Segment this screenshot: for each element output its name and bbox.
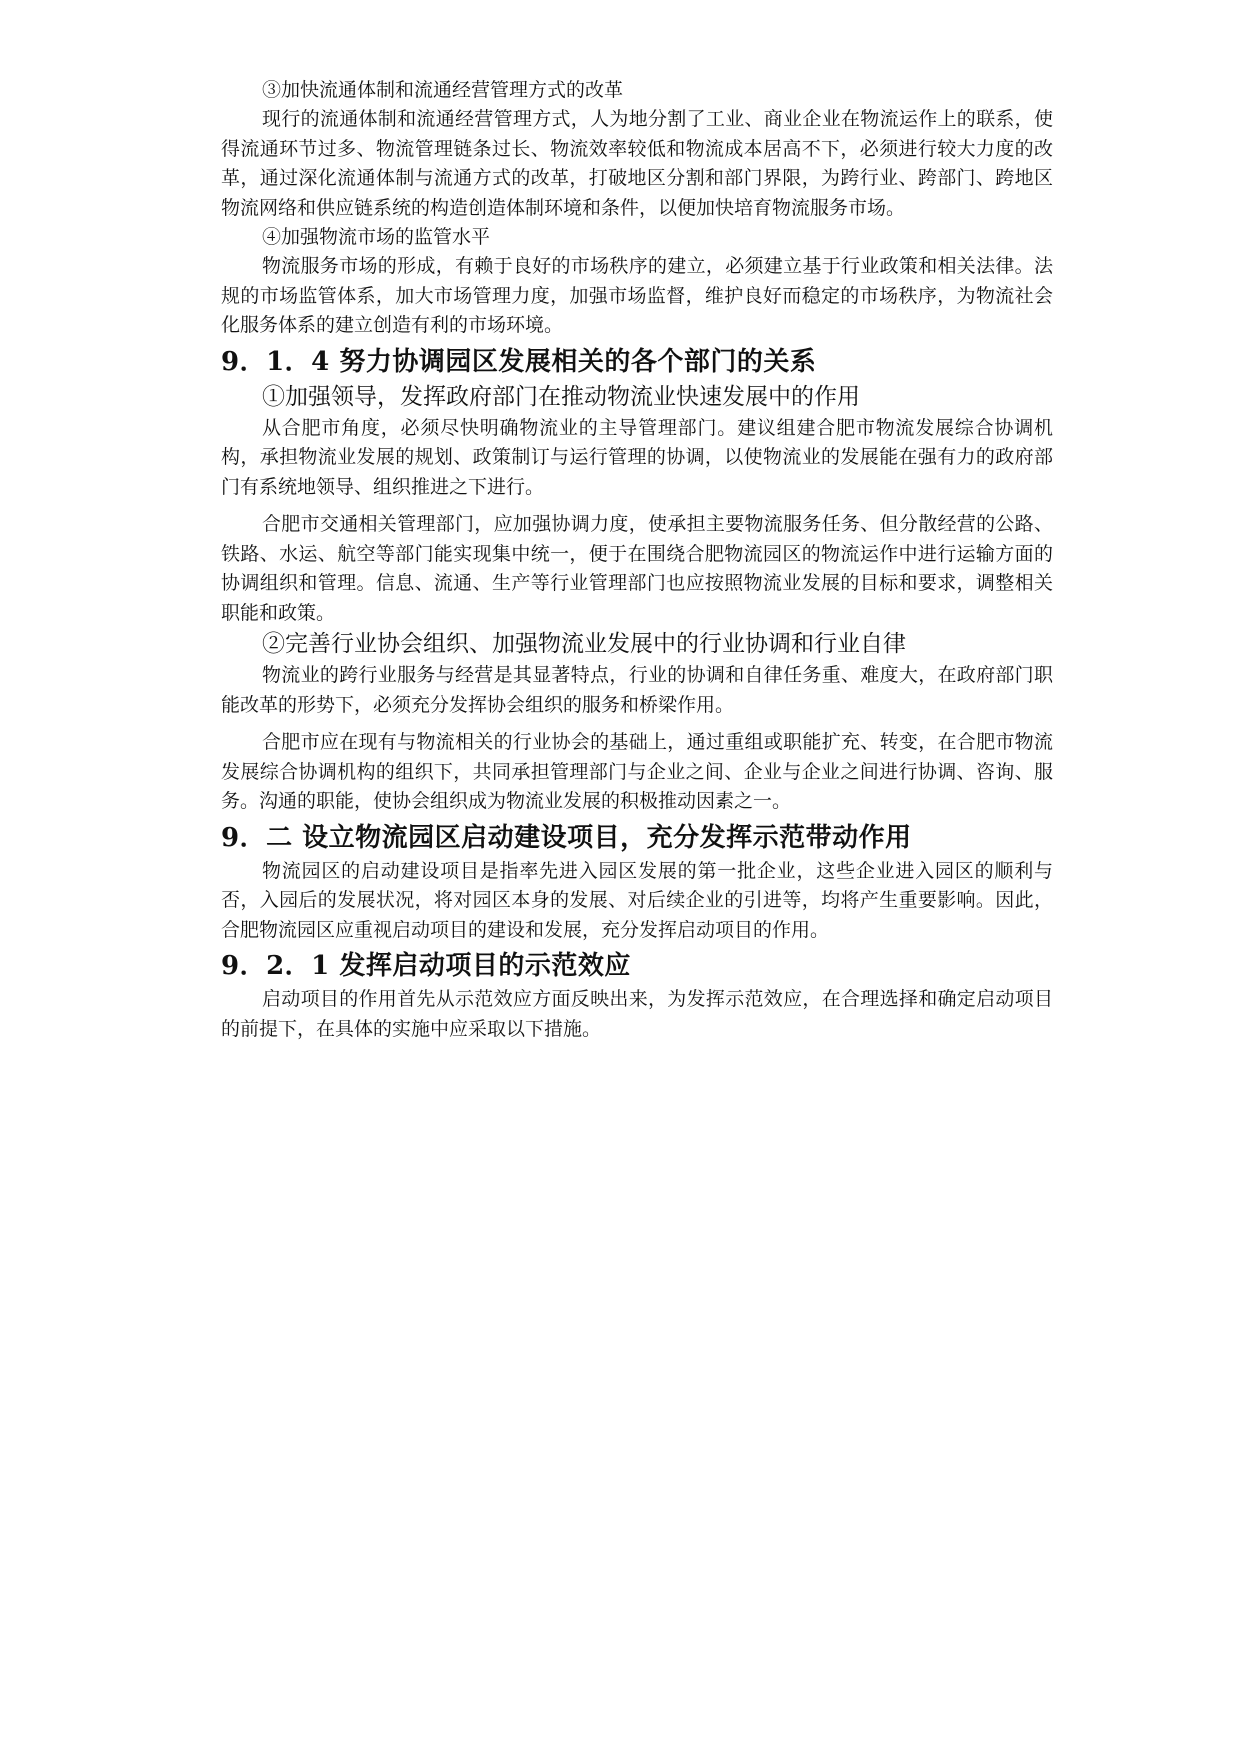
paragraph-association-1: 物流业的跨行业服务与经营是其显著特点，行业的协调和自律任务重、难度大，在政府部门职能改革的形势下，必须充分发挥协会组织的服务和桥梁作用。 [221,664,1053,716]
paragraph-startup-projects: 物流园区的启动建设项目是指率先进入园区发展的第一批企业，这些企业进入园区的顺利与否，入园后的发展状况，将对园区本身的发展、对后续企业的引进等，均将产生重要影响。因此，合肥物流园区应重视启动项目的建设和发展，充分发挥启动项目的作用。 [221,859,1053,941]
paragraph-association-2: 合肥市应在现有与物流相关的行业协会的基础上，通过重组或职能扩充、转变，在合肥市物流发展综合协调机构的组织下，共同承担管理部门与企业之间、企业与企业之间进行协调、咨询、服务。沟通的职能，使协会组织成为物流业发展的积极推动因素之一。 [221,731,1053,812]
paragraph-leadership-1: 从合肥市角度，必须尽快明确物流业的主导管理部门。建议组建合肥市物流发展综合协调机构，承担物流业发展的规划、政策制订与运行管理的协调，以使物流业的发展能在强有力的政府部门有系统地领导、组织推进之下进行。 [221,416,1053,498]
subsection-heading-supervision: ④加强物流市场的监管水平 [262,226,491,248]
subsection-heading-reform: ③加快流通体制和流通经营管理方式的改革 [262,79,624,101]
subsection-heading-leadership: ①加强领导，发挥政府部门在推动物流业快速发展中的作用 [262,383,860,410]
paragraph-reform: 现行的流通体制和流通经营管理方式，人为地分割了工业、商业企业在物流运作上的联系，使得流通环节过多、物流管理链条过长、物流效率较低和物流成本居高不下，必须进行较大力度的改革，通过深化流通体制与流通方式的改革，打破地区分割和部门界限，为跨行业、跨部门、跨地区物流网络和供应链系统的构造创造体制环境和条件，以便加快培育物流服务市场。 [221,108,1053,219]
section-heading-921: 9．2．1 发挥启动项目的示范效应 [221,951,631,981]
subsection-heading-association: ②完善行业协会组织、加强物流业发展中的行业协调和行业自律 [262,631,906,657]
document-page [221,76,1053,1044]
paragraph-leadership-2: 合肥市交通相关管理部门，应加强协调力度，使承担主要物流服务任务、但分散经营的公路、铁路、水运、航空等部门能实现集中统一，便于在围绕合肥物流园区的物流运作中进行运输方面的协调组织和管理。信息、流通、生产等行业管理部门也应按照物流业发展的目标和要求，调整相关职能和政策。 [221,513,1053,624]
section-heading-92: 9．二 设立物流园区启动建设项目，充分发挥示范带动作用 [221,822,912,853]
paragraph-demonstration-effect: 启动项目的作用首先从示范效应方面反映出来，为发挥示范效应，在合理选择和确定启动项目的前提下，在具体的实施中应采取以下措施。 [221,988,1053,1040]
section-heading-914: 9．1．4 努力协调园区发展相关的各个部门的关系 [221,346,817,377]
paragraph-supervision: 物流服务市场的形成，有赖于良好的市场秩序的建立，必须建立基于行业政策和相关法律。法规的市场监管体系，加大市场管理力度，加强市场监督，维护良好而稳定的市场秩序，为物流社会化服务体系的建立创造有利的市场环境。 [221,255,1053,336]
